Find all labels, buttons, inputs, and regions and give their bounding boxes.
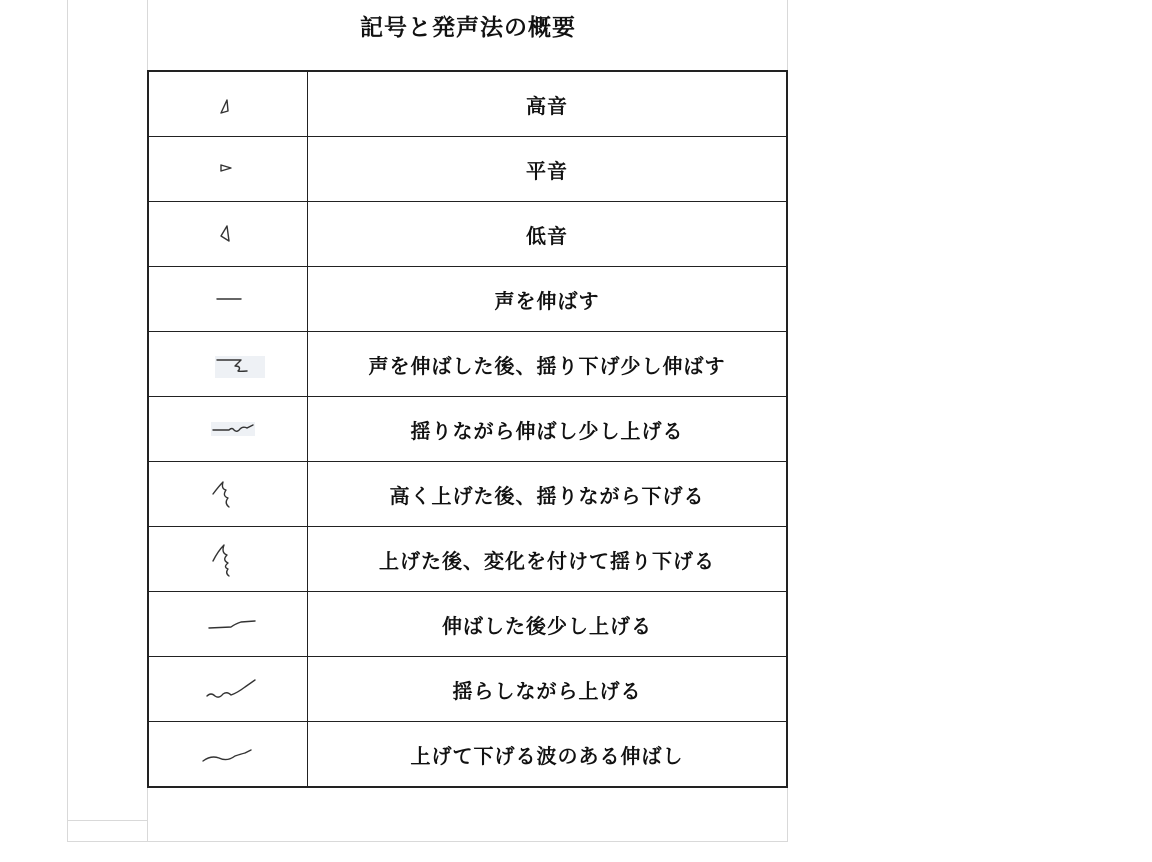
sustain-line-icon bbox=[199, 279, 269, 319]
symbol-legend-table bbox=[147, 70, 788, 788]
description-cell: 揺りながら伸ばし少し上げる bbox=[308, 397, 788, 462]
symbol-cell bbox=[148, 267, 308, 332]
grid-line-h2 bbox=[67, 841, 788, 842]
description-cell: 上げて下げる波のある伸ばし bbox=[308, 722, 788, 788]
waver-sustain-rise-icon bbox=[199, 409, 269, 449]
table-row bbox=[148, 332, 787, 397]
table-row bbox=[148, 527, 787, 592]
description-cell: 高く上げた後、揺りながら下げる bbox=[308, 462, 788, 527]
symbol-cell bbox=[148, 592, 308, 657]
page-title: 記号と発声法の概要 bbox=[360, 15, 576, 41]
table-row bbox=[148, 722, 787, 788]
grid-line-v1 bbox=[67, 0, 68, 842]
symbol-cell bbox=[148, 722, 308, 788]
sustain-then-rise-icon bbox=[199, 604, 269, 644]
table-row bbox=[148, 267, 787, 332]
table-row bbox=[148, 657, 787, 722]
grid-line-h1 bbox=[67, 820, 147, 821]
description-cell: 低音 bbox=[308, 202, 788, 267]
rise-varied-waver-down-icon bbox=[199, 539, 269, 579]
description-cell: 上げた後、変化を付けて揺り下げる bbox=[308, 527, 788, 592]
low-tone-triangle-icon bbox=[199, 214, 269, 254]
symbol-cell bbox=[148, 202, 308, 267]
symbol-cell bbox=[148, 137, 308, 202]
symbol-cell bbox=[148, 462, 308, 527]
description-cell: 声を伸ばした後、揺り下げ少し伸ばす bbox=[308, 332, 788, 397]
symbol-cell bbox=[148, 657, 308, 722]
description-cell: 声を伸ばす bbox=[308, 267, 788, 332]
waver-rise-icon bbox=[199, 669, 269, 709]
wave-sustain-icon bbox=[199, 734, 269, 774]
description-cell: 高音 bbox=[308, 71, 788, 137]
table-row bbox=[148, 592, 787, 657]
description-cell: 平音 bbox=[308, 137, 788, 202]
flat-tone-triangle-icon bbox=[199, 149, 269, 189]
description-cell: 揺らしながら上げる bbox=[308, 657, 788, 722]
symbol-cell bbox=[148, 71, 308, 137]
description-cell: 伸ばした後少し上げる bbox=[308, 592, 788, 657]
symbol-cell bbox=[148, 527, 308, 592]
symbol-cell bbox=[148, 397, 308, 462]
sustain-waver-down-icon bbox=[199, 344, 269, 384]
high-tone-triangle-icon bbox=[199, 84, 269, 124]
table-row bbox=[148, 202, 787, 267]
symbol-cell bbox=[148, 332, 308, 397]
table-row bbox=[148, 71, 787, 137]
table-row bbox=[148, 462, 787, 527]
table-row bbox=[148, 137, 787, 202]
rise-waver-down-icon bbox=[199, 474, 269, 514]
table-row bbox=[148, 397, 787, 462]
